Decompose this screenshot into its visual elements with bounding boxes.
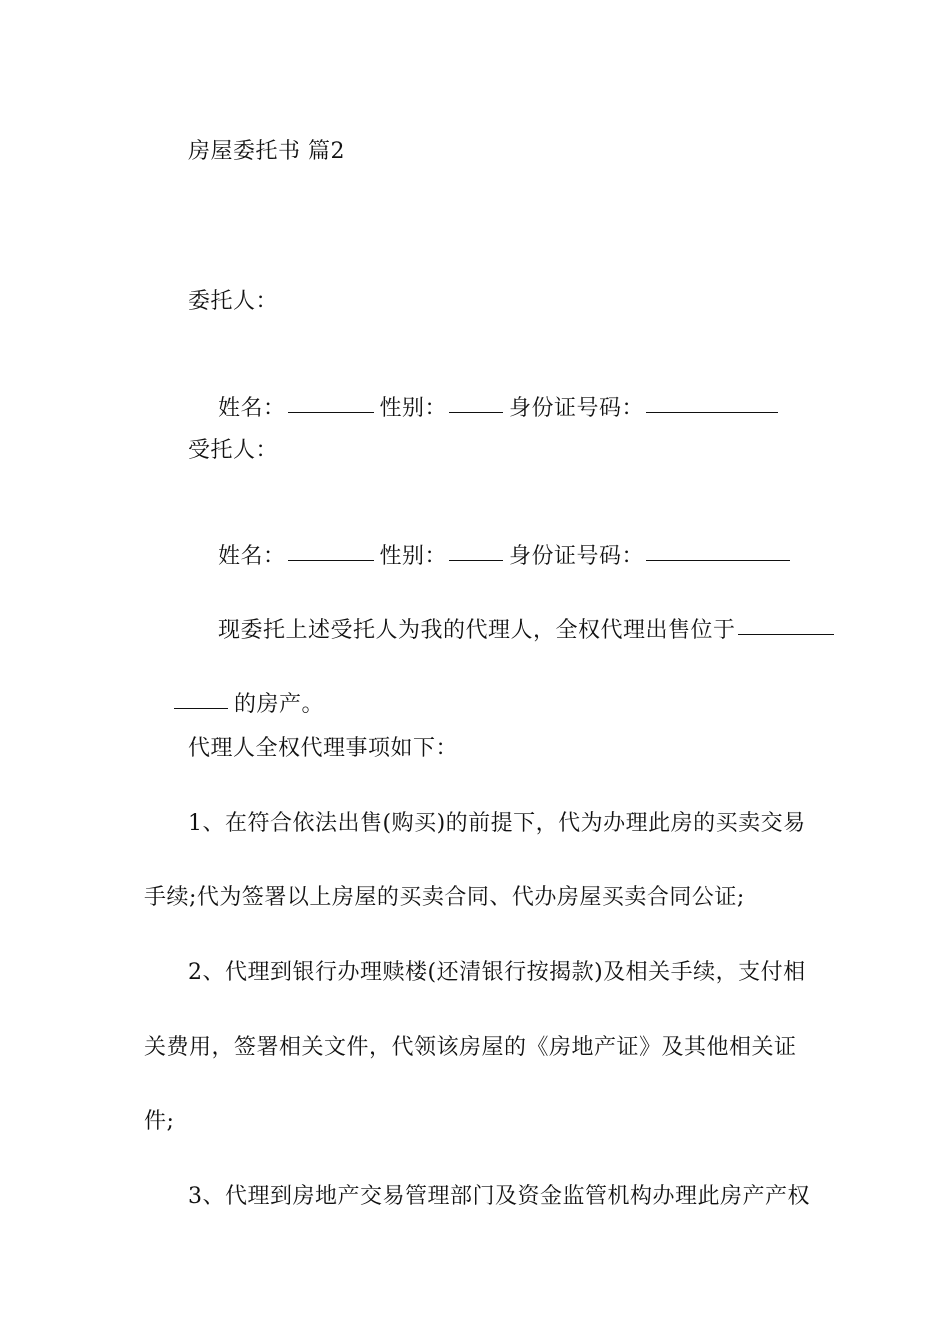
agent-id-label: 身份证号码：: [509, 544, 645, 569]
principal-id-blank: [646, 390, 778, 413]
agent-id-blank: [646, 538, 790, 561]
document-title: 房屋委托书 篇2: [188, 139, 345, 164]
matters-heading: 代理人全权代理事项如下：: [188, 736, 459, 761]
principal-id-label: 身份证号码：: [509, 396, 645, 421]
principal-label: 委托人：: [188, 289, 279, 314]
item2-line-1: 2、代理到银行办理赎楼(还清银行按揭款)及相关手续，支付相: [188, 960, 806, 985]
property-location-blank-1: [738, 612, 834, 635]
property-location-blank-2: [174, 686, 228, 709]
item2-line-2: 关费用，签署相关文件，代领该房屋的《房地产证》及其他相关证: [144, 1035, 797, 1060]
principal-gender-label: 性别：: [379, 396, 448, 421]
agent-gender-label: 性别：: [379, 544, 448, 569]
item1-line-2: 手续;代为签署以上房屋的买卖合同、代办房屋买卖合同公证;: [144, 885, 745, 910]
principal-gender-blank: [449, 390, 503, 413]
agent-label: 受托人：: [188, 438, 279, 463]
agent-name-blank: [288, 538, 374, 561]
principal-name-blank: [288, 390, 374, 413]
entrust-text-2: 的房产。: [233, 692, 324, 717]
agent-gender-blank: [449, 538, 503, 561]
agent-name-label: 姓名：: [217, 544, 286, 569]
item3-line-1: 3、代理到房地产交易管理部门及资金监管机构办理此房产产权: [188, 1184, 810, 1209]
entrust-text-1: 现委托上述受托人为我的代理人，全权代理出售位于: [217, 618, 736, 643]
principal-name-label: 姓名：: [217, 396, 286, 421]
item2-line-3: 件;: [144, 1109, 175, 1134]
item1-line-1: 1、在符合依法出售(购买)的前提下，代为办理此房的买卖交易: [188, 811, 806, 836]
